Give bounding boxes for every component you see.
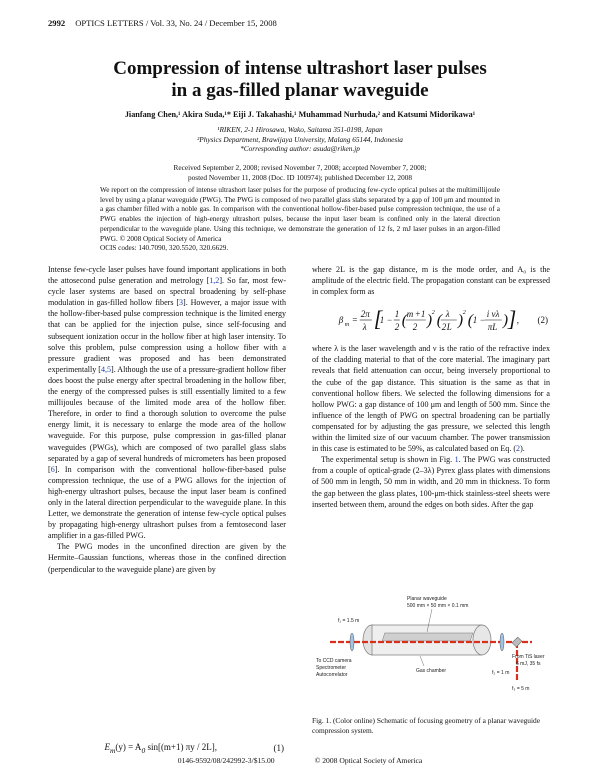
copyright: © 2008 Optical Society of America (314, 756, 423, 765)
affiliation-1: ¹RIKEN, 2-1 Hirosawa, Wako, Saitama 351-0198, Japan (217, 125, 383, 134)
equation-2-body (312, 303, 538, 337)
gas-chamber-tube (363, 625, 491, 655)
journal-citation: OPTICS LETTERS / Vol. 33, No. 24 / December 15, 2008 (75, 18, 277, 28)
title-line-2: in a gas-filled planar waveguide (171, 80, 429, 101)
label-f1: f₁ = 1.5 m (338, 618, 360, 624)
svg-text:L: L (446, 322, 452, 333)
svg-text:2: 2 (412, 322, 418, 333)
svg-text:πL: πL (487, 322, 498, 333)
svg-text:m: m (344, 322, 350, 329)
setup-schematic (312, 580, 550, 710)
citation-link[interactable]: 6 (50, 464, 55, 474)
equation-1-body: $E_m(y) = A_0$ sin[(m+1) πy / 2L], (104, 741, 218, 755)
received-line-2: posted November 11, 2008 (Doc. ID 100974); published December 12, 2008 (187, 172, 413, 182)
label-spectrometer: Spectrometer (316, 665, 347, 671)
citation-link[interactable]: 3 (179, 298, 184, 308)
received-dates (48, 163, 552, 182)
figure-link[interactable]: 1 (454, 455, 459, 465)
lens-f2 (500, 633, 504, 651)
svg-text:β: β (338, 315, 344, 326)
right-column (312, 264, 550, 510)
lens-f1 (350, 633, 354, 651)
label-laser-params: 6 mJ, 35 fs (516, 661, 541, 667)
abstract (100, 186, 500, 254)
svg-text:[: [ (373, 306, 383, 332)
corresponding-author: *Corresponding author: asuda@riken.jp (240, 144, 360, 154)
figure-caption: Fig. 1. (Color online) Schematic of focusing geometry of a planar waveguide compression system. (312, 716, 541, 735)
affiliation-2: ²Physics Department, Brawijaya University, Malang 65144, Indonesia (197, 134, 403, 144)
article-title (48, 58, 552, 102)
svg-text:+1: +1 (414, 309, 426, 320)
running-header (48, 18, 552, 28)
citation-link[interactable]: 4,5 (100, 364, 112, 374)
svg-text:): ) (426, 312, 433, 330)
page-footer (48, 756, 552, 765)
abstract-text: We report on the compression of intense ultrashort laser pulses for the purpose of producing few-cycle optical pulses at the multimillijoule level by using a planar waveguide (PWG). The PWG is composed of two parallel glass slabs separated by a gap of 100 μm and mounted in a gas chamber filled with a noble gas. In comparison with the conventional hollow-fiber-based pulse compression technique, the use of a PWG enables the injection of high-energy ultrashort pulses, because the input laser beam is confined only in the lateral direction perpendicular to the waveguide plane. Using this technique, we demonstrate the generation of 12 fs, 2 mJ laser pulses in an argon-filled PWG. © 2008 Optical Society of America (100, 186, 500, 243)
svg-text:2π: 2π (360, 309, 370, 320)
svg-text:2: 2 (394, 322, 400, 333)
article-code: 0146-9592/08/242992-3/$15.00 (177, 756, 275, 765)
ocis-codes: OCIS codes: 140.7090, 320.5520, 320.6629. (100, 244, 229, 253)
svg-text:2: 2 (462, 310, 466, 317)
setup-paragraph: The experimental setup is shown in Fig. 1. The PWG was constructed from a couple of optical-grade (2–3λ) Pyrex glass plates with dimensions of 500 mm in length, 50 mm in width, and 20 mm in thickness. To form the gap between the glass plates, 100-μm-thick stainless-steel sheets were inserted between them, around the edges on both sides. After the gap (312, 455, 550, 509)
received-line-1: Received September 2, 2008; revised November 7, 2008; accepted November 7, 2008; (173, 163, 427, 172)
equation-number: (1) (273, 743, 284, 753)
svg-text:λ: λ (362, 322, 367, 333)
gap-distance-paragraph: where 2L is the gap distance, m is the mode order, and A₀ is the amplitude of the electric field. The propagation constant can be expressed in complex form as (312, 265, 550, 297)
svg-text:1: 1 (394, 309, 400, 320)
label-pwg-dimensions: 500 mm × 50 mm × 0.1 mm (407, 603, 469, 609)
svg-text:,: , (516, 315, 519, 326)
svg-text:1 −: 1 − (379, 315, 393, 326)
affiliations (48, 125, 552, 154)
svg-text:): ) (457, 312, 464, 330)
label-to-ccd: To CCD camera (316, 658, 352, 664)
citation-link[interactable]: 1,2 (209, 276, 220, 286)
intro-paragraph: Intense few-cycle laser pulses have found important applications in both the attosecond pulse generation and metrology [1,2]. So far, most few-cycle laser systems are based on spectral broadening by self-phase modulation in gas-filled hollow fibers [3]. However, a major issue with the hollow-fiber-based pulse compression technique is the limited energy that can be applied for the injection pulse, since self-focusing and subsequent ionization occur in the hollow fiber at high laser intensity. To solve this problem, pulse compression using a hollow fiber with a pressure gradient was proposed and has been demonstrated experimentally [4,5]. Although the use of a pressure-gradient hollow fiber does boost the pulse energy after spectral broadening in the hollow fiber, the energy of the compressed pulses is still essentially limited to a few millijoules because of the limited mode area of the hollow fiber. Therefore, in order to find a thorough solution to overcome the pulse energy limit, it is necessary to enlarge the mode area of the hollow waveguide. For this purpose, pulse compression in gas-filled planar waveguides (PWGs), which are composed of two parallel glass slabs separated by a gap of several hundreds of micrometers has been proposed [6]. In comparison with the conventional hollow-fiber-based pulse compression technique, the use of a PWG allows for the injection of high-energy ultrashort pulses, because the input laser beam is confined only in the lateral direction perpendicular to the waveguide plane. In this Letter, we demonstrate the generation of intense few-cycle optical pulses by propagating high-energy ultrashort pulses from a femtosecond laser amplifier in a gas-filled PWG. (48, 265, 286, 541)
svg-text:2: 2 (431, 310, 435, 317)
svg-text:2: 2 (441, 322, 447, 333)
label-from-laser: From TiS laser (512, 654, 545, 660)
equation-link[interactable]: 2 (516, 444, 521, 454)
label-f3: f₃ = 5 m (512, 686, 530, 692)
label-planar-waveguide: Planar waveguide (407, 596, 447, 602)
svg-text:(: ( (467, 312, 474, 330)
left-column (48, 264, 286, 575)
page-number: 2992 (48, 18, 66, 28)
label-f2: f₂ = 1 m (492, 670, 510, 676)
svg-text:): ) (502, 312, 509, 330)
svg-text:i νλ: i νλ (486, 309, 500, 320)
pwg-modes-paragraph: The PWG modes in the unconfined direction are given by the Hermite–Gaussian functions, whereas those in the confined direction (perpendicular to the waveguide plane) are given by (48, 542, 286, 574)
wavelength-paragraph: where λ is the laser wavelength and ν is the ratio of the refractive index of the cladding material to that of the core material. The imaginary part reveals that field attenuation can occur, being inversely proportional to the cube of the gap distance. This situation is the same as that in conventional hollow fibers. We selected the following dimensions for a hollow PWG: a gap distance of 100 μm and length of 500 mm. Since the influence of the length of PWG on spectral broadening can be partially compensated for by adjusting the gas pressure, we selected this length within the limited size of our vacuum chamber. The power transmission in this case is estimated to be 59%, as calculated based on Eq. (2). (312, 344, 550, 454)
label-autocorrelator: Autocorrelator (316, 672, 348, 678)
equation-number: (2) (537, 314, 548, 325)
svg-text:(: ( (436, 312, 443, 330)
label-gas-chamber: Gas chamber (416, 668, 447, 674)
equation-2 (312, 303, 550, 337)
mirror (512, 637, 522, 647)
svg-text:(: ( (401, 312, 408, 330)
svg-text:λ: λ (445, 309, 450, 320)
author-list: Jianfang Chen,¹ Akira Suda,¹* Eiji J. Takahashi,¹ Muhammad Nurhuda,² and Katsumi Midorikawa¹ (124, 110, 476, 119)
svg-text:m: m (406, 309, 414, 320)
title-line-1: Compression of intense ultrashort laser pulses (113, 58, 487, 79)
svg-text:=: = (351, 315, 358, 326)
svg-text:1 −: 1 − (472, 315, 486, 326)
svg-text:]: ] (507, 306, 517, 332)
